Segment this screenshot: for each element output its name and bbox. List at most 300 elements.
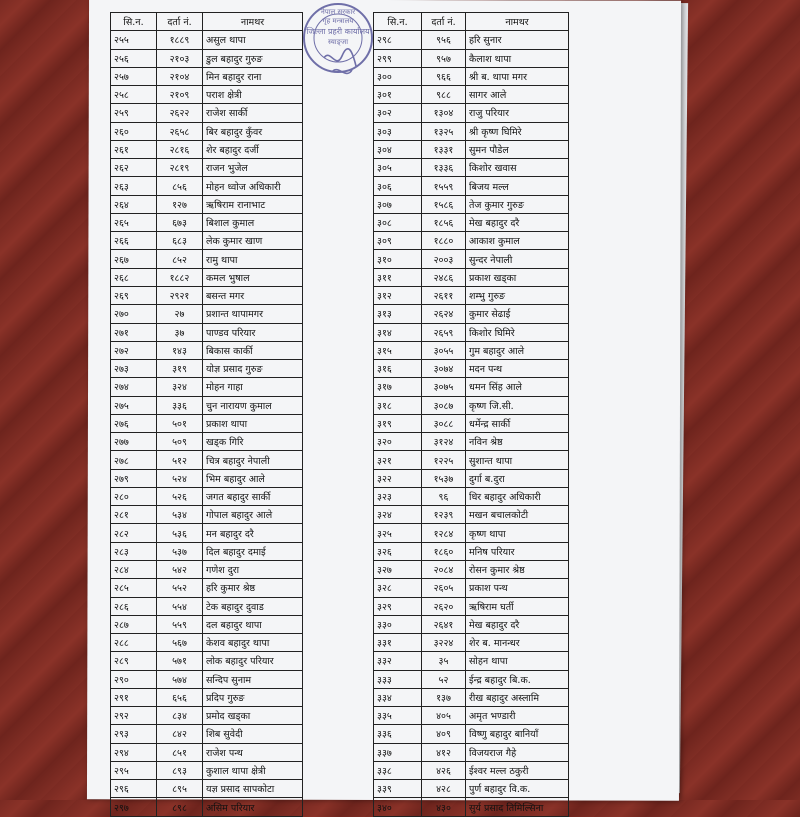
table-row (111, 469, 303, 487)
name-cell: ईन्द्र बहादुर बि.क. (466, 670, 569, 688)
registration-number-cell: २७ (157, 305, 203, 323)
serial-number-cell: ३३० (374, 615, 422, 633)
table-row (374, 652, 569, 670)
serial-number-cell: २९८ (374, 31, 422, 49)
registration-number-cell: ८४२ (157, 725, 203, 743)
table-row (111, 780, 303, 798)
serial-number-cell: ३२५ (374, 524, 422, 542)
name-cell: दल बहादुर थापा (203, 615, 303, 633)
serial-number-cell: २८५ (111, 579, 157, 597)
office-stamp (286, 0, 390, 96)
registration-number-cell: १२७ (157, 195, 203, 213)
stamp-text-3: जिल्ला प्रहरी कार्यालय (306, 27, 370, 36)
table-row (374, 780, 569, 798)
registration-number-cell: ३१२४ (422, 433, 466, 451)
serial-number-cell: ३३८ (374, 761, 422, 779)
registration-number-cell: १३७ (422, 688, 466, 706)
registration-number-cell: ५७१ (157, 652, 203, 670)
header-sn: सि.न. (111, 13, 157, 31)
registration-number-cell: ४२८ (422, 780, 466, 798)
name-cell: विजयराज गैहे (466, 743, 569, 761)
table-row (111, 524, 303, 542)
table-row (111, 579, 303, 597)
serial-number-cell: २६९ (111, 286, 157, 304)
name-cell: सुर्य प्रसाद तिमिल्सिना (466, 798, 569, 816)
serial-number-cell: ३११ (374, 268, 422, 286)
registration-number-cell: ८९३ (157, 761, 203, 779)
name-cell: किशोर खवास (466, 159, 569, 177)
name-cell: राजु परियार (466, 104, 569, 122)
table-row (374, 286, 569, 304)
serial-number-cell: ३१४ (374, 323, 422, 341)
registration-number-cell: ४१२ (422, 743, 466, 761)
table-row (374, 725, 569, 743)
table-row (111, 159, 303, 177)
table-row (374, 542, 569, 560)
table-row (374, 250, 569, 268)
name-cell: मेख बहादुर दरै (466, 615, 569, 633)
name-cell: कैलाश थापा (466, 49, 569, 67)
serial-number-cell: ३२३ (374, 487, 422, 505)
name-cell: श्री कृष्ण घिमिरे (466, 122, 569, 140)
serial-number-cell: २६० (111, 122, 157, 140)
name-cell: सुन्दर नेपाली (466, 250, 569, 268)
serial-number-cell: ३०८ (374, 213, 422, 231)
table-row (374, 688, 569, 706)
registration-number-cell: ८९५ (157, 780, 203, 798)
serial-number-cell: ३०३ (374, 122, 422, 140)
table-row (111, 250, 303, 268)
serial-number-cell: ३१७ (374, 378, 422, 396)
name-cell: किशोर घिमिरे (466, 323, 569, 341)
registration-number-cell: २८१६ (157, 140, 203, 158)
name-cell: पुर्ण बहादुर वि.क. (466, 780, 569, 798)
serial-number-cell: २९१ (111, 688, 157, 706)
registration-number-cell: ३०८७ (422, 396, 466, 414)
name-cell: बिर बहादुर कुँवर (203, 122, 303, 140)
name-cell: मोहन गाहा (203, 378, 303, 396)
serial-number-cell: ३२७ (374, 560, 422, 578)
name-cell: गणेश दुरा (203, 560, 303, 578)
name-cell: मेख बहादुर दरै (466, 213, 569, 231)
name-cell: लोक बहादुर परियार (203, 652, 303, 670)
serial-number-cell: ३०२ (374, 104, 422, 122)
registration-number-cell: ५६७ (157, 634, 203, 652)
table-row (111, 560, 303, 578)
registration-number-cell: ६८३ (157, 232, 203, 250)
name-cell: बिशाल कुमाल (203, 213, 303, 231)
serial-number-cell: ३१८ (374, 396, 422, 414)
serial-number-cell: ३१२ (374, 286, 422, 304)
serial-number-cell: २६१ (111, 140, 157, 158)
serial-number-cell: २७२ (111, 341, 157, 359)
registration-number-cell: ६५६ (157, 688, 203, 706)
registration-number-cell: ५१२ (157, 451, 203, 469)
table-row (111, 707, 303, 725)
registration-number-cell: २०८४ (422, 560, 466, 578)
serial-number-cell: २६६ (111, 232, 157, 250)
table-row (111, 798, 303, 816)
registration-number-cell: ५०१ (157, 414, 203, 432)
serial-number-cell: २७१ (111, 323, 157, 341)
registration-number-cell: ८५२ (157, 250, 203, 268)
serial-number-cell: २८२ (111, 524, 157, 542)
registration-number-cell: २६११ (422, 286, 466, 304)
table-row (374, 743, 569, 761)
registration-number-cell: १२८४ (422, 524, 466, 542)
table-row (374, 140, 569, 158)
name-cell: पराश क्षेत्री (203, 86, 303, 104)
table-row (374, 341, 569, 359)
serial-number-cell: २५७ (111, 67, 157, 85)
registration-number-cell: १५८६ (422, 195, 466, 213)
serial-number-cell: ३३१ (374, 634, 422, 652)
registration-number-cell: ५५२ (157, 579, 203, 597)
name-cell: रोसन कुमार श्रेष्ठ (466, 560, 569, 578)
serial-number-cell: ३१६ (374, 360, 422, 378)
table-header-row (111, 13, 303, 31)
table-row (374, 268, 569, 286)
serial-number-cell: ३०० (374, 67, 422, 85)
name-cell: सुशान्त थापा (466, 451, 569, 469)
name-cell: धिर बहादुर अधिकारी (466, 487, 569, 505)
table-row (111, 688, 303, 706)
name-cell: ऋषिराम रानाभाट (203, 195, 303, 213)
name-cell: श्री ब. थापा मगर (466, 67, 569, 85)
name-cell: दुर्गा ब.दुरा (466, 469, 569, 487)
name-cell: डुल बहादुर गुरुङ (203, 49, 303, 67)
name-cell: प्रशान्त थापामगर (203, 305, 303, 323)
serial-number-cell: २६७ (111, 250, 157, 268)
name-cell: राजन भुजेल (203, 159, 303, 177)
serial-number-cell: ३३५ (374, 707, 422, 725)
serial-number-cell: ३२० (374, 433, 422, 451)
registration-number-cell: १४३ (157, 341, 203, 359)
name-cell: आकाश कुमाल (466, 232, 569, 250)
serial-number-cell: ३०५ (374, 159, 422, 177)
table-row (111, 743, 303, 761)
registration-number-cell: १२२५ (422, 451, 466, 469)
table-row (374, 414, 569, 432)
serial-number-cell: २७५ (111, 396, 157, 414)
table-row (111, 86, 303, 104)
name-cell: खड्क गिरि (203, 433, 303, 451)
registration-number-cell: २६२४ (422, 305, 466, 323)
serial-number-cell: ३३४ (374, 688, 422, 706)
name-cell: बिजय मल्ल (466, 177, 569, 195)
registration-number-cell: ४०९ (422, 725, 466, 743)
serial-number-cell: २५५ (111, 31, 157, 49)
registration-number-cell: ८५१ (157, 743, 203, 761)
serial-number-cell: २७३ (111, 360, 157, 378)
registration-number-cell: ४२६ (422, 761, 466, 779)
serial-number-cell: २७७ (111, 433, 157, 451)
serial-number-cell: २८४ (111, 560, 157, 578)
registration-number-cell: १८८२ (157, 268, 203, 286)
serial-number-cell: ३३७ (374, 743, 422, 761)
table-row (374, 487, 569, 505)
table-row (111, 177, 303, 195)
name-cell: धमन सिंह आले (466, 378, 569, 396)
table-row (374, 195, 569, 213)
table-row (111, 414, 303, 432)
registration-number-cell: ५५४ (157, 597, 203, 615)
table-row (374, 469, 569, 487)
name-cell: जगत बहादुर सार्की (203, 487, 303, 505)
serial-number-cell: ३०४ (374, 140, 422, 158)
serial-number-cell: ३४० (374, 798, 422, 816)
registration-number-cell: २६२० (422, 597, 466, 615)
serial-number-cell: ३३६ (374, 725, 422, 743)
serial-number-cell: २८१ (111, 506, 157, 524)
table-row (374, 433, 569, 451)
table-row (111, 195, 303, 213)
registration-number-cell: ५७४ (157, 670, 203, 688)
table-row (111, 761, 303, 779)
registration-number-cell: ४३० (422, 798, 466, 816)
serial-number-cell: ३०६ (374, 177, 422, 195)
register-table-left (110, 12, 303, 817)
table-row (374, 396, 569, 414)
name-cell: यज्ञ प्रसाद सापकोटा (203, 780, 303, 798)
table-row (111, 725, 303, 743)
serial-number-cell: २५६ (111, 49, 157, 67)
table-row (111, 286, 303, 304)
registration-number-cell: ५२४ (157, 469, 203, 487)
registration-number-cell: ३०८८ (422, 414, 466, 432)
name-cell: तेज कुमार गुरुङ (466, 195, 569, 213)
table-row (111, 615, 303, 633)
registration-number-cell: २१०४ (157, 67, 203, 85)
name-cell: असिम परियार (203, 798, 303, 816)
registration-number-cell: ३७ (157, 323, 203, 341)
table-row (111, 268, 303, 286)
table-row (111, 232, 303, 250)
name-cell: कृष्ण थापा (466, 524, 569, 542)
table-row (111, 597, 303, 615)
table-row (374, 122, 569, 140)
serial-number-cell: ३३२ (374, 652, 422, 670)
table-row (374, 597, 569, 615)
serial-number-cell: २८० (111, 487, 157, 505)
table-row (374, 86, 569, 104)
serial-number-cell: ३३३ (374, 670, 422, 688)
table-row (374, 31, 569, 49)
serial-number-cell: २९७ (111, 798, 157, 816)
serial-number-cell: २६४ (111, 195, 157, 213)
serial-number-cell: ३०९ (374, 232, 422, 250)
name-cell: सुमन पौडेल (466, 140, 569, 158)
serial-number-cell: २६५ (111, 213, 157, 231)
name-cell: शेर बहादुर दर्जी (203, 140, 303, 158)
registration-number-cell: ८५६ (157, 177, 203, 195)
registration-number-cell: १३२५ (422, 122, 466, 140)
table-row (111, 31, 303, 49)
serial-number-cell: २८९ (111, 652, 157, 670)
name-cell: कृष्ण जि.सी. (466, 396, 569, 414)
registration-number-cell: २१०९ (157, 86, 203, 104)
table-row (374, 159, 569, 177)
registration-number-cell: २४८६ (422, 268, 466, 286)
name-cell: बसन्त मगर (203, 286, 303, 304)
registration-number-cell: १३३१ (422, 140, 466, 158)
registration-number-cell: २८१९ (157, 159, 203, 177)
stamp-text-4: स्याङ्जा (327, 38, 349, 46)
name-cell: धर्मेन्द्र सार्की (466, 414, 569, 432)
serial-number-cell: ३३९ (374, 780, 422, 798)
table-row (374, 378, 569, 396)
serial-number-cell: २८८ (111, 634, 157, 652)
name-cell: विष्णु बहादुर बानियाँ (466, 725, 569, 743)
name-cell: पाण्डव परियार (203, 323, 303, 341)
registration-number-cell: ८९८ (157, 798, 203, 816)
stamp-text-2: गृह मन्त्रालय (322, 17, 354, 25)
registration-number-cell: २६४१ (422, 615, 466, 633)
registration-number-cell: ५३४ (157, 506, 203, 524)
serial-number-cell: २७६ (111, 414, 157, 432)
registration-number-cell: २६५८ (157, 122, 203, 140)
table-row (374, 451, 569, 469)
name-cell: सोहन थापा (466, 652, 569, 670)
serial-number-cell: २७० (111, 305, 157, 323)
table-row (374, 305, 569, 323)
registration-number-cell: २६०५ (422, 579, 466, 597)
registration-number-cell: १२३९ (422, 506, 466, 524)
table-row (111, 634, 303, 652)
name-cell: ऋषिराम घर्ती (466, 597, 569, 615)
serial-number-cell: ३२४ (374, 506, 422, 524)
name-cell: गुम बहादुर आले (466, 341, 569, 359)
name-cell: प्रकाश पन्थ (466, 579, 569, 597)
header-reg-no: दर्ता नं. (157, 13, 203, 31)
header-sn: सि.न. (374, 13, 422, 31)
name-cell: राजेश पन्थ (203, 743, 303, 761)
registration-number-cell: २००३ (422, 250, 466, 268)
name-cell: कमल भुषाल (203, 268, 303, 286)
name-cell: मदन पन्थ (466, 360, 569, 378)
registration-number-cell: २९२१ (157, 286, 203, 304)
serial-number-cell: ३२८ (374, 579, 422, 597)
registration-number-cell: ९६ (422, 487, 466, 505)
table-row (111, 323, 303, 341)
table-row (111, 67, 303, 85)
name-cell: बिकास कार्की (203, 341, 303, 359)
registration-number-cell: १३३६ (422, 159, 466, 177)
serial-number-cell: २६८ (111, 268, 157, 286)
table-row (111, 670, 303, 688)
registration-number-cell: ५३६ (157, 524, 203, 542)
registration-number-cell: ९५६ (422, 31, 466, 49)
table-row (374, 798, 569, 816)
name-cell: असुल थापा (203, 31, 303, 49)
registration-number-cell: ३०७५ (422, 378, 466, 396)
name-cell: प्रमोद खड्का (203, 707, 303, 725)
name-cell: हरि सुनार (466, 31, 569, 49)
name-cell: कुशाल थापा क्षेत्री (203, 761, 303, 779)
registration-number-cell: ३०५५ (422, 341, 466, 359)
registration-number-cell: ६७३ (157, 213, 203, 231)
table-row (111, 213, 303, 231)
registration-number-cell: १८६० (422, 542, 466, 560)
name-cell: शम्भु गुरुङ (466, 286, 569, 304)
registration-number-cell: ५२ (422, 670, 466, 688)
name-cell: मिन बहादुर राना (203, 67, 303, 85)
registration-number-cell: १८८० (422, 232, 466, 250)
name-cell: गोपाल बहादुर आले (203, 506, 303, 524)
serial-number-cell: ३१० (374, 250, 422, 268)
table-row (111, 378, 303, 396)
header-name: नामथर (203, 13, 303, 31)
serial-number-cell: ३२१ (374, 451, 422, 469)
serial-number-cell: २९४ (111, 743, 157, 761)
registration-number-cell: १३०४ (422, 104, 466, 122)
serial-number-cell: २७८ (111, 451, 157, 469)
name-cell: रामु थापा (203, 250, 303, 268)
name-cell: सन्दिप सुनाम (203, 670, 303, 688)
name-cell: शिब सुवेदी (203, 725, 303, 743)
table-row (111, 49, 303, 67)
name-cell: केशव बहादुर थापा (203, 634, 303, 652)
registration-number-cell: १८५६ (422, 213, 466, 231)
table-row (374, 323, 569, 341)
serial-number-cell: २९६ (111, 780, 157, 798)
table-row (374, 670, 569, 688)
table-row (374, 560, 569, 578)
register-table-right (373, 12, 569, 817)
registration-number-cell: १८८९ (157, 31, 203, 49)
name-cell: चित्र बहादुर नेपाली (203, 451, 303, 469)
serial-number-cell: २९३ (111, 725, 157, 743)
serial-number-cell: २५९ (111, 104, 157, 122)
serial-number-cell: ३२२ (374, 469, 422, 487)
serial-number-cell: ३२९ (374, 597, 422, 615)
serial-number-cell: ३१३ (374, 305, 422, 323)
registration-number-cell: १५५९ (422, 177, 466, 195)
name-cell: मखन बचालकोटी (466, 506, 569, 524)
table-header-row (374, 13, 569, 31)
name-cell: राजेश सार्की (203, 104, 303, 122)
serial-number-cell: ३०७ (374, 195, 422, 213)
name-cell: कुमार सेढाई (466, 305, 569, 323)
serial-number-cell: २६२ (111, 159, 157, 177)
table-row (374, 634, 569, 652)
table-row (111, 487, 303, 505)
name-cell: ईश्वर मल्ल ठकुरी (466, 761, 569, 779)
serial-number-cell: ३०१ (374, 86, 422, 104)
registration-number-cell: ५४२ (157, 560, 203, 578)
table-row (374, 506, 569, 524)
serial-number-cell: २७९ (111, 469, 157, 487)
table-row (374, 104, 569, 122)
serial-number-cell: २६३ (111, 177, 157, 195)
name-cell: शेर ब. मानन्धर (466, 634, 569, 652)
table-row (374, 524, 569, 542)
table-row (111, 433, 303, 451)
name-cell: अमृत भण्डारी (466, 707, 569, 725)
table-row (374, 177, 569, 195)
table-row (374, 49, 569, 67)
registration-number-cell: ३२२४ (422, 634, 466, 652)
table-row (374, 360, 569, 378)
name-cell: हरि कुमार श्रेष्ठ (203, 579, 303, 597)
registration-number-cell: ९६६ (422, 67, 466, 85)
name-cell: मनिष परियार (466, 542, 569, 560)
table-row (374, 579, 569, 597)
name-cell: मोहन ध्वोज अधिकारी (203, 177, 303, 195)
serial-number-cell: २९२ (111, 707, 157, 725)
serial-number-cell: २८३ (111, 542, 157, 560)
serial-number-cell: ३१९ (374, 414, 422, 432)
